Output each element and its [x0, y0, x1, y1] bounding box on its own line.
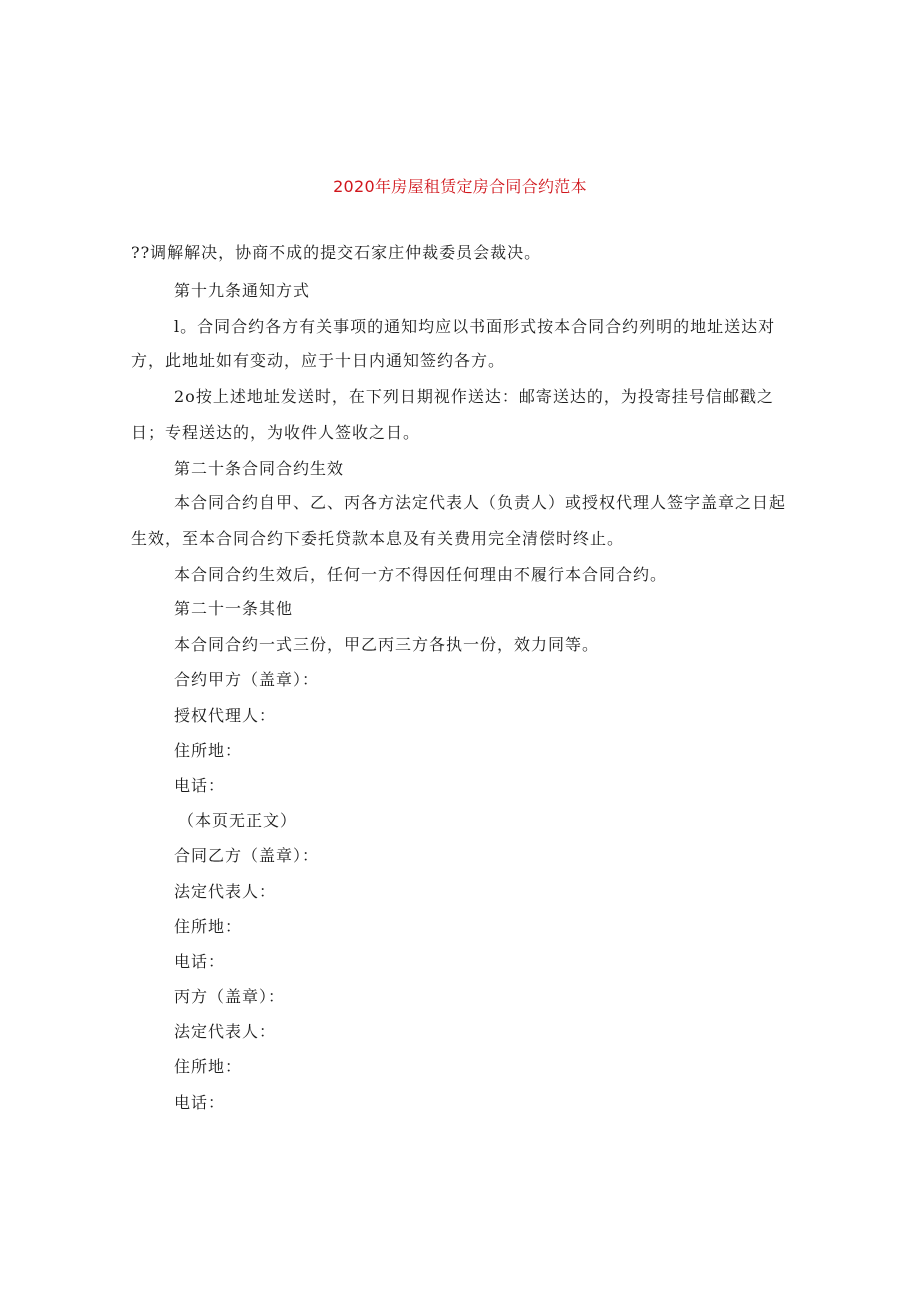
- text-line: ??调解解决，协商不成的提交石家庄仲裁委员会裁决。: [131, 243, 542, 262]
- signature-field: 住所地：: [174, 917, 243, 936]
- text-line: 本合同合约自甲、乙、丙各方法定代表人（负责人）或授权代理人签字盖章之日起: [174, 493, 787, 512]
- signature-field: 授权代理人：: [174, 706, 277, 725]
- text-line: 本合同合约一式三份，甲乙丙三方各执一份，效力同等。: [174, 635, 600, 654]
- signature-field: 电话：: [174, 776, 226, 795]
- signature-field: 住所地：: [174, 741, 243, 760]
- signature-field: 电话：: [174, 1093, 226, 1112]
- document-title: 2020年房屋租赁定房合同合约范本: [333, 177, 587, 196]
- section-heading: 第十九条通知方式: [174, 281, 311, 300]
- signature-field: 法定代表人：: [174, 1022, 277, 1041]
- text-line: l。合同合约各方有关事项的通知均应以书面形式按本合同合约列明的地址送达对: [174, 317, 776, 336]
- section-heading: 第二十条合同合约生效: [174, 459, 345, 478]
- page-note: （本页无正文）: [178, 811, 298, 830]
- signature-field: 丙方（盖章）：: [174, 987, 286, 1006]
- signature-field: 住所地：: [174, 1057, 243, 1076]
- text-line: 方，此地址如有变动，应于十日内通知签约各方。: [131, 351, 506, 370]
- text-line: 2o按上述地址发送时，在下列日期视作送达：邮寄送达的，为投寄挂号信邮戳之: [174, 387, 774, 406]
- signature-field: 电话：: [174, 952, 226, 971]
- signature-field: 合同乙方（盖章）：: [174, 846, 320, 865]
- signature-field: 法定代表人：: [174, 882, 277, 901]
- section-heading: 第二十一条其他: [174, 599, 294, 618]
- signature-field: 合约甲方（盖章）：: [174, 670, 320, 689]
- text-line: 日；专程送达的，为收件人签收之日。: [131, 423, 421, 442]
- text-line: 生效，至本合同合约下委托贷款本息及有关费用完全清偿时终止。: [131, 529, 625, 548]
- text-line: 本合同合约生效后，任何一方不得因任何理由不履行本合同合约。: [174, 565, 668, 584]
